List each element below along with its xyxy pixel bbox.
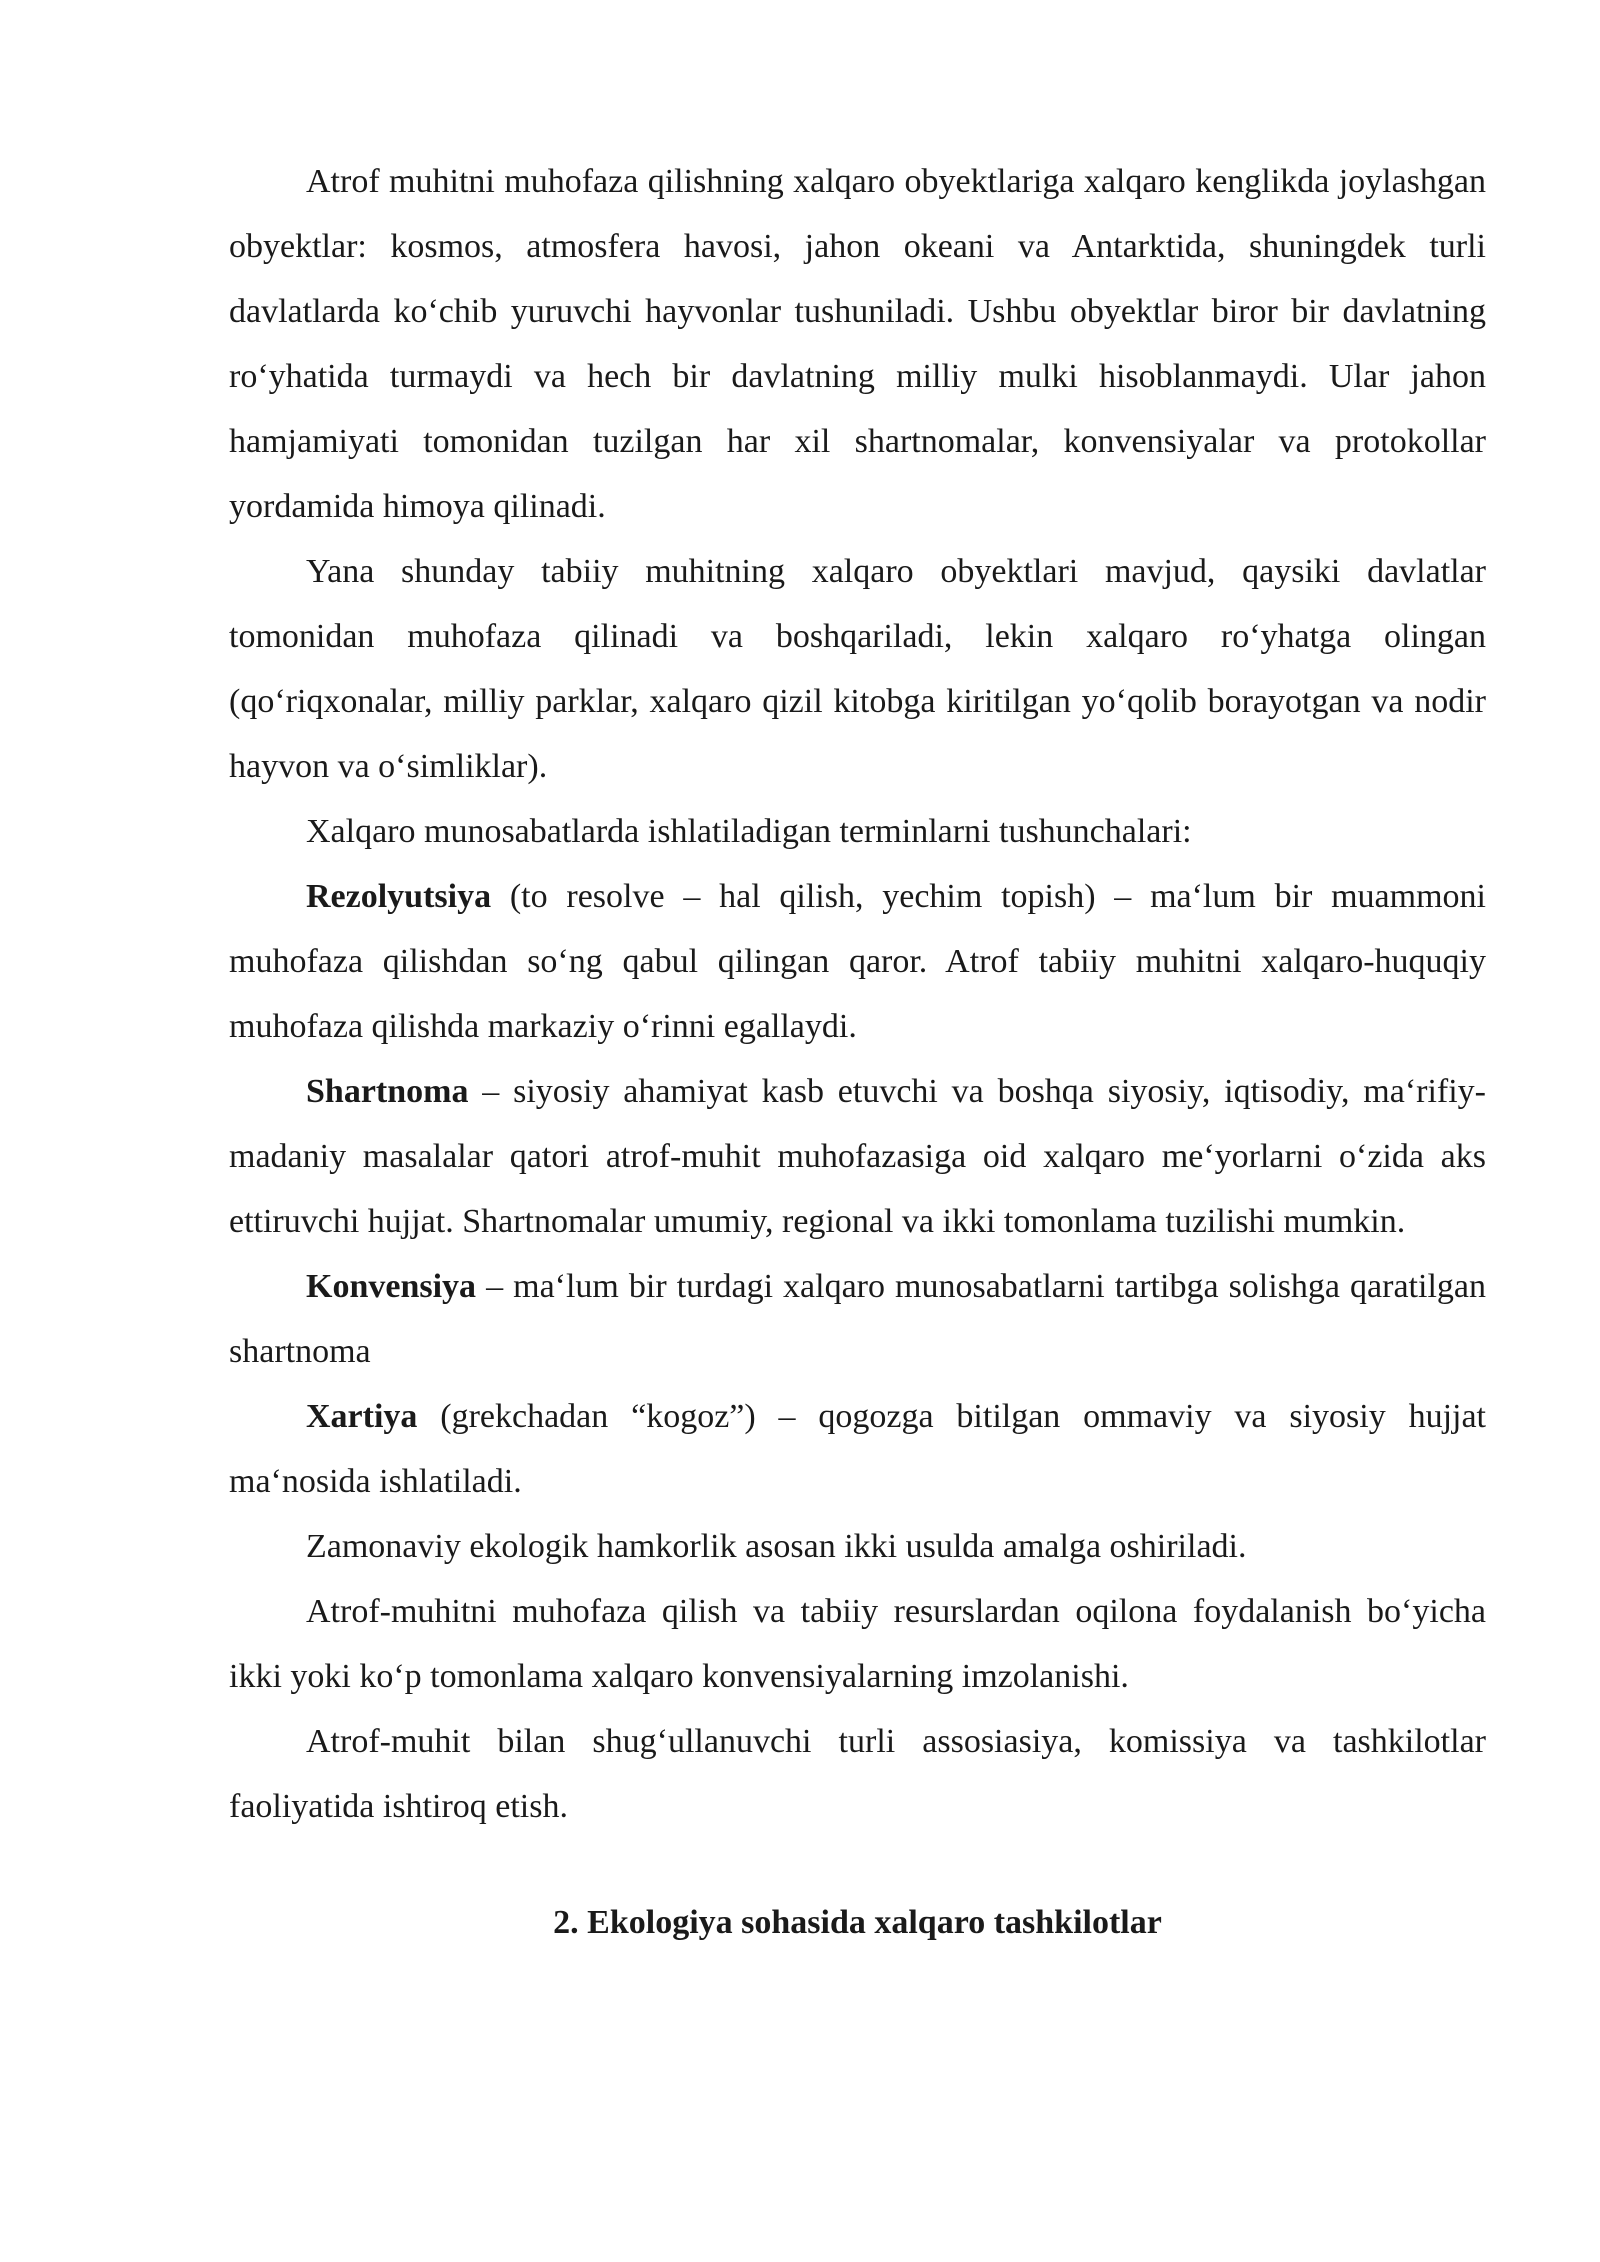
paragraph-method-conventions (229, 1579, 1486, 1709)
paragraph-terms-intro (229, 799, 1486, 864)
term-label: Konvensiya (306, 1268, 477, 1305)
paragraph-text: Atrof-muhit bilan shug‘ullanuvchi turli assosiasiya, komissiya va tashkilotlar faoliyatida ishtiroq etish. (229, 1723, 1486, 1825)
paragraph-cooperation-methods (229, 1514, 1486, 1579)
paragraph-text: Atrof-muhitni muhofaza qilish va tabiiy resurslardan oqilona foydalanish bo‘yicha ikki yoki ko‘p tomonlama xalqaro konvensiyalarning imzolanishi. (229, 1593, 1486, 1695)
definition-text: (to resolve – hal qilish, yechim topish) – ma‘lum bir muammoni muhofaza qilishdan so‘ng qabul qilingan qaror. Atrof tabiiy muhitni xalqaro-huquqiy muhofaza qilishda markaziy o‘rinni egallaydi. (229, 878, 1486, 1045)
definition-text: – ma‘lum bir turdagi xalqaro munosabatlarni tartibga solishga qaratilgan shartnoma (229, 1268, 1486, 1370)
definition-xartiya (229, 1384, 1486, 1514)
paragraph-international-objects (229, 149, 1486, 539)
definition-shartnoma (229, 1059, 1486, 1254)
paragraph-text: Zamonaviy ekologik hamkorlik asosan ikki usulda amalga oshiriladi. (306, 1528, 1247, 1565)
definition-konvensiya (229, 1254, 1486, 1384)
paragraph-natural-objects (229, 539, 1486, 799)
term-label: Xartiya (306, 1398, 418, 1435)
definition-rezolyutsiya (229, 864, 1486, 1059)
term-label: Rezolyutsiya (306, 878, 492, 915)
paragraph-method-organizations (229, 1709, 1486, 1839)
definition-text: – siyosiy ahamiyat kasb etuvchi va boshqa siyosiy, iqtisodiy, ma‘rifiy-madaniy masalalar qatori atrof-muhit muhofazasiga oid xalqaro me‘yorlarni o‘zida aks ettiruvchi hujjat. Shartnomalar umumiy, regional va ikki tomonlama tuzilishi mumkin. (229, 1073, 1486, 1240)
paragraph-text: Yana shunday tabiiy muhitning xalqaro obyektlari mavjud, qaysiki davlatlar tomonidan muhofaza qilinadi va boshqariladi, lekin xalqaro ro‘yhatga olingan (qo‘riqxonalar, milliy parklar, xalqaro qizil kitobga kiritilgan yo‘qolib borayotgan va nodir hayvon va o‘simliklar). (229, 553, 1486, 785)
document-page (229, 149, 1486, 1955)
term-label: Shartnoma (306, 1073, 469, 1110)
section-heading: 2. Ekologiya sohasida xalqaro tashkilotlar (553, 1904, 1162, 1941)
paragraph-text: Xalqaro munosabatlarda ishlatiladigan terminlarni tushunchalari: (306, 813, 1192, 850)
paragraph-text: Atrof muhitni muhofaza qilishning xalqaro obyektlariga xalqaro kenglikda joylashgan obyektlar: kosmos, atmosfera havosi, jahon okeani va Antarktida, shuningdek turli davlatlarda ko‘chib yuruvchi hayvonlar tushuniladi. Ushbu obyektlar biror bir davlatning ro‘yhatida turmaydi va hech bir davlatning milliy mulki hisoblanmaydi. Ular jahon hamjamiyati tomonidan tuzilgan har xil shartnomalar, konvensiyalar va protokollar yordamida himoya qilinadi. (229, 163, 1486, 525)
definition-text: (grekchadan “kogoz”) – qogozga bitilgan ommaviy va siyosiy hujjat ma‘nosida ishlatiladi. (229, 1398, 1486, 1500)
